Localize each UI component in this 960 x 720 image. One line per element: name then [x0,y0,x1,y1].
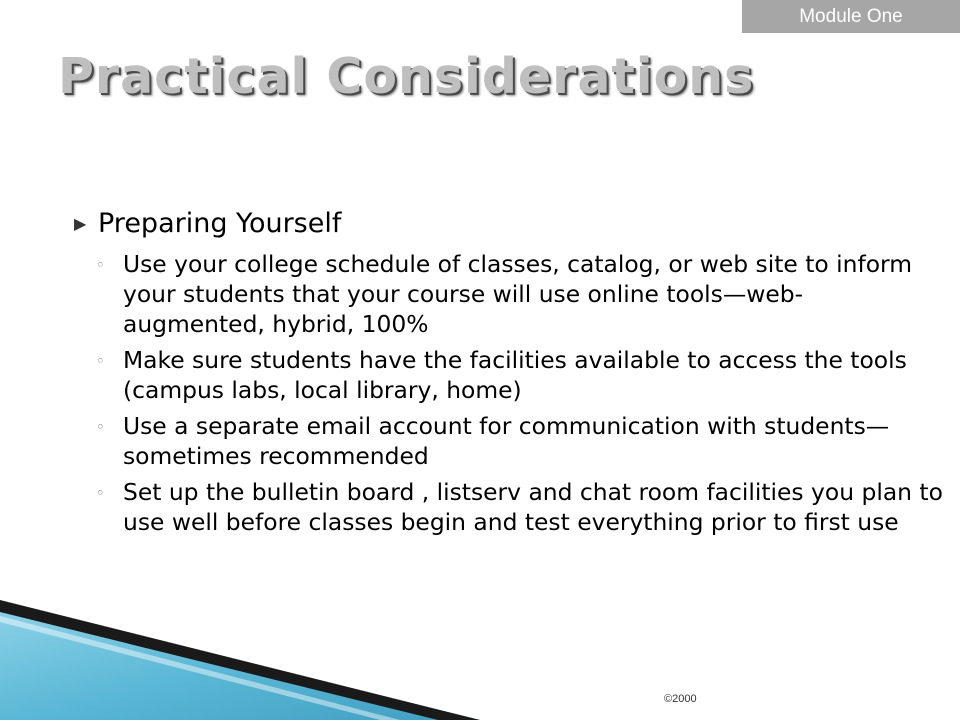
copyright-notice: ©2000 [664,693,697,705]
list-item-text: Use a separate email account for communication with students—sometimes recommended [123,412,890,470]
list-item [96,477,944,537]
triangle-right-icon: ▶ [74,214,87,233]
slide-title: Practical Considerations [58,48,755,105]
list-item [96,345,944,405]
ring-bullet-icon: ◦ [96,484,105,502]
list-item [96,249,944,339]
ring-bullet-icon: ◦ [96,352,105,370]
swoosh-highlight [0,616,400,720]
bullet-list [74,249,944,537]
decorative-swoosh [0,560,480,720]
list-item [96,411,944,471]
section-heading: Preparing Yourself [98,208,342,239]
swoosh-blue [0,602,480,720]
swoosh-dark [0,600,480,720]
list-item-text: Make sure students have the facilities available to access the tools (campus labs, local library, home) [123,346,907,404]
list-item-text: Use your college schedule of classes, catalog, or web site to inform your students that your course will use online tools—web-augmented, hybrid, 100% [123,250,912,338]
module-label: Module One [742,0,960,33]
ring-bullet-icon: ◦ [96,256,105,274]
section-heading-row [74,204,944,247]
ring-bullet-icon: ◦ [96,418,105,436]
slide-body [74,204,944,543]
list-item-text: Set up the bulletin board , listserv and chat room facilities you plan to use well before classes begin and test everything prior to first use [123,478,943,536]
